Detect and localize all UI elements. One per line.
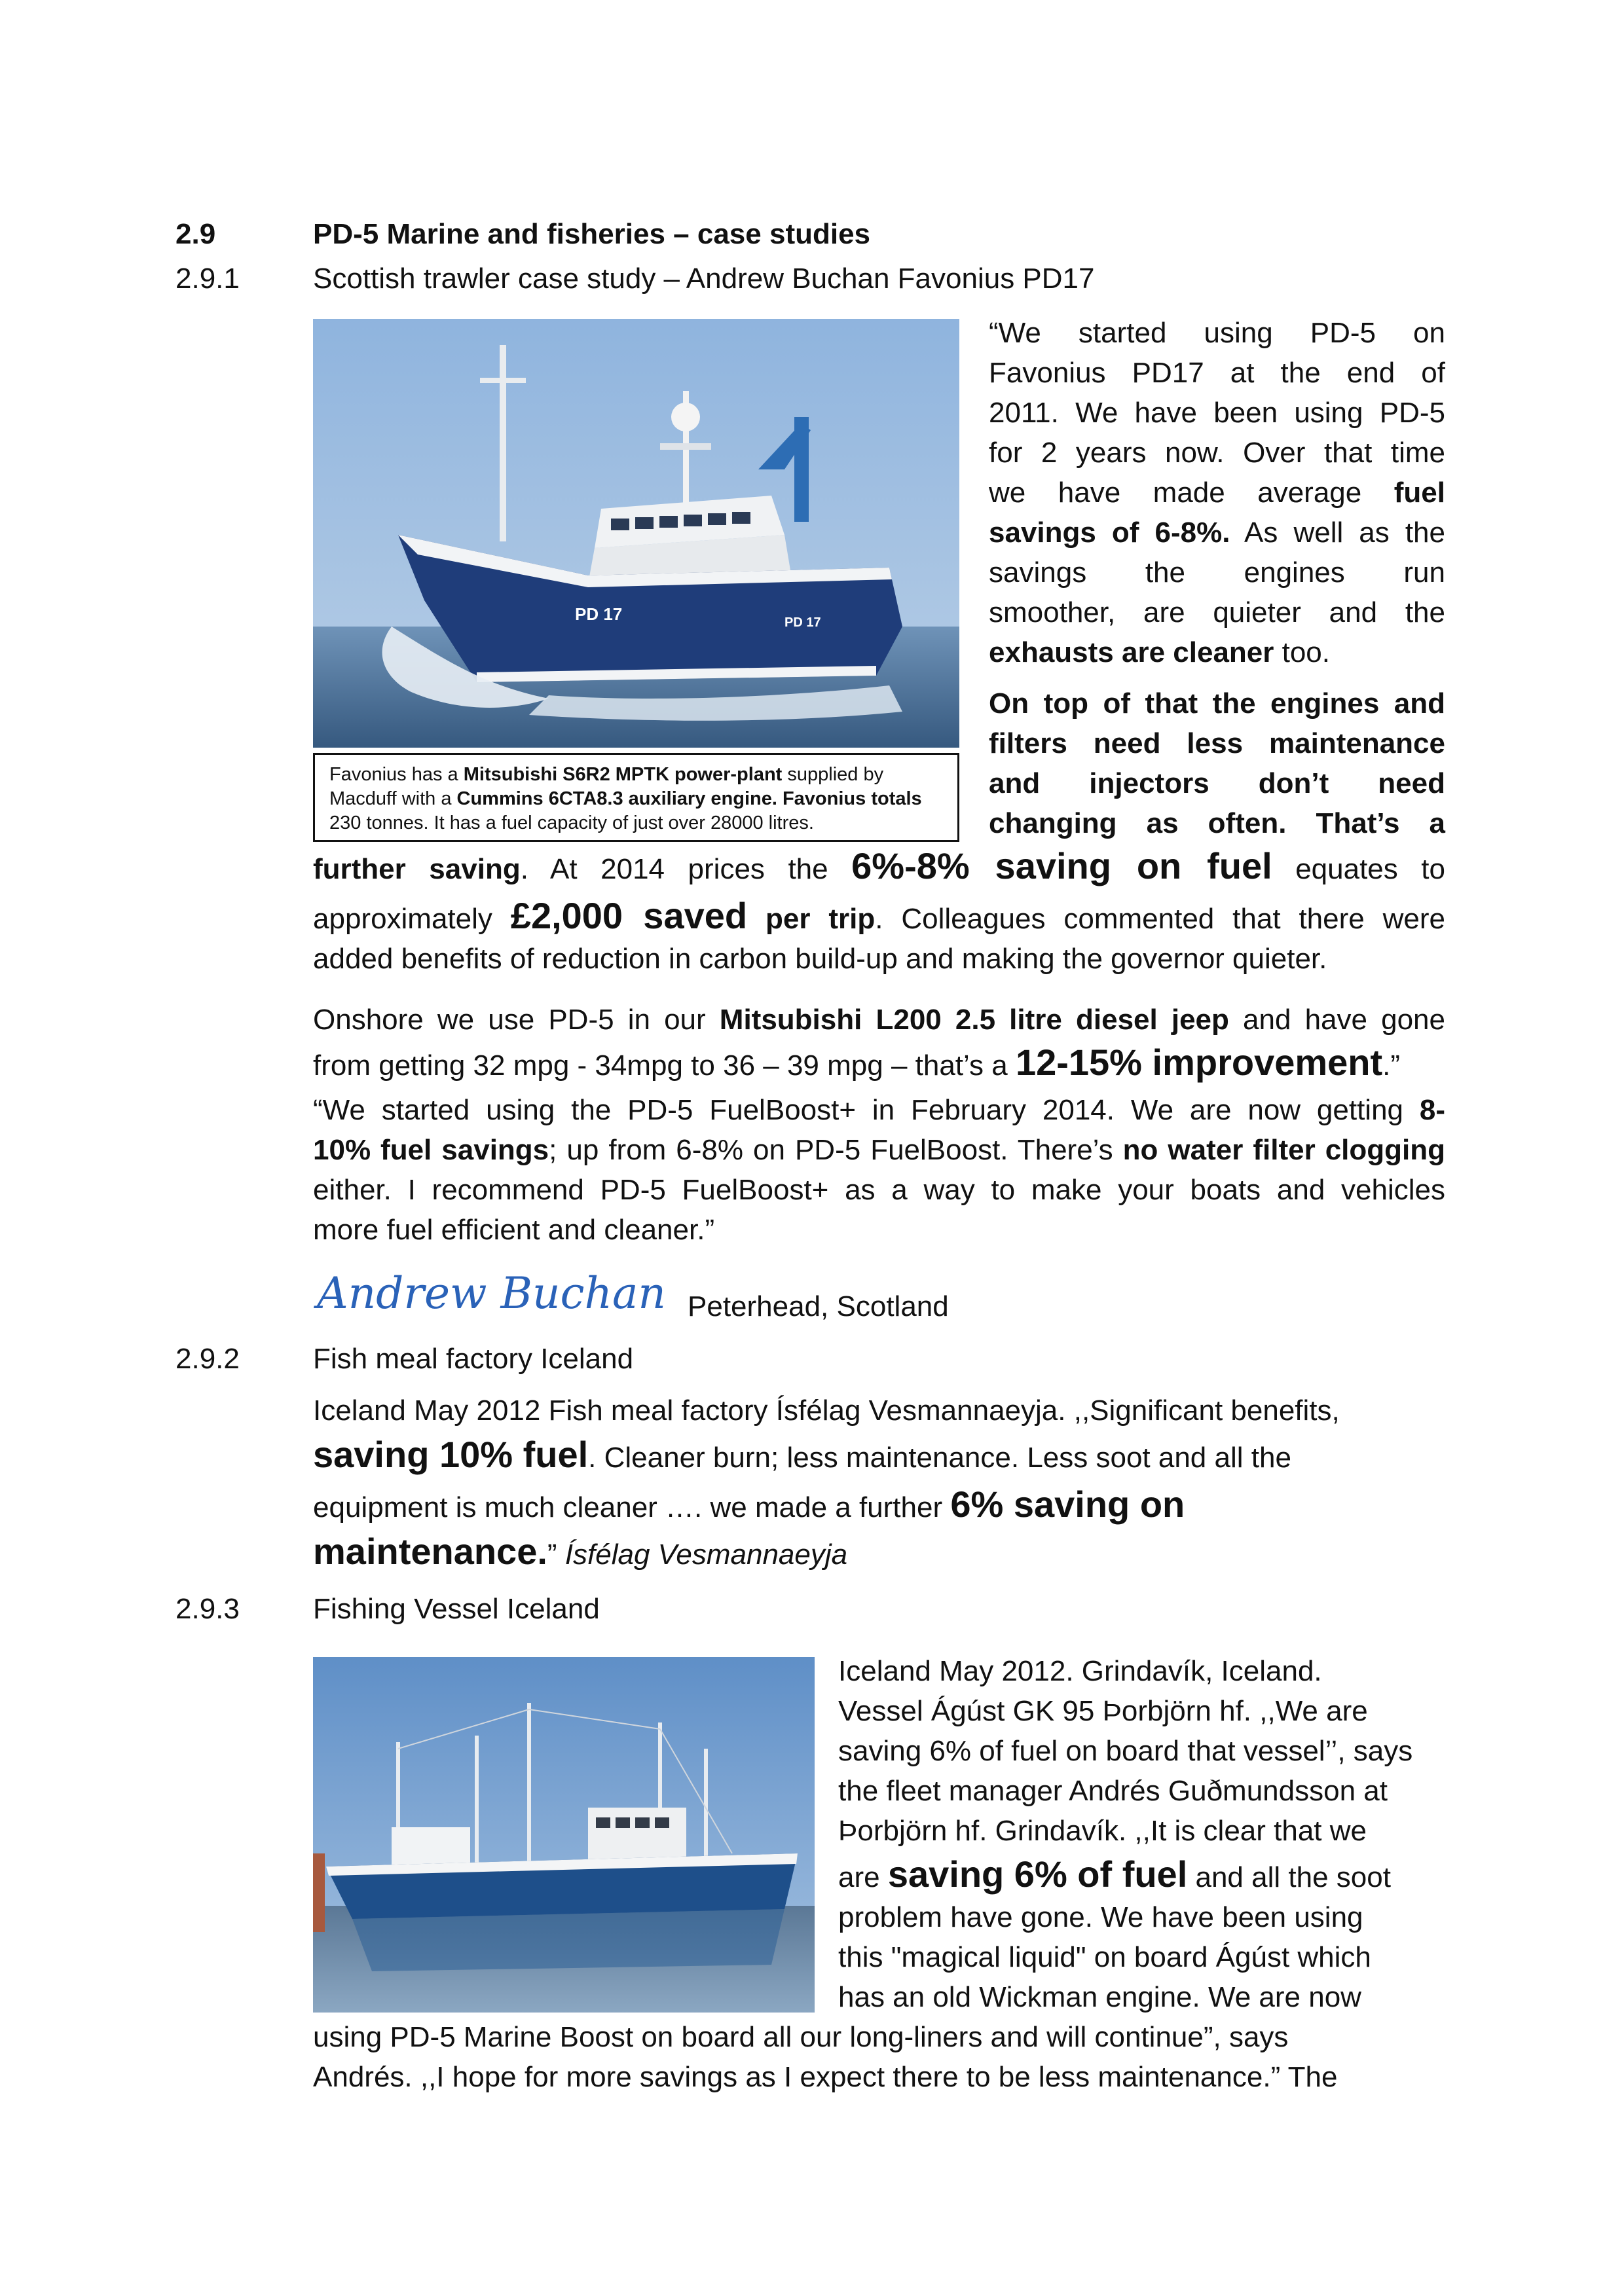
quote-text: “We started using the PD-5 FuelBoost+ in February 2014. We are now getting: [313, 1094, 1420, 1126]
quote-text: Onshore we use PD-5 in our: [313, 1004, 720, 1036]
quote-emphasis: 10% fuel savings: [313, 1134, 549, 1166]
quote-line: more fuel efficient and cleaner.”: [313, 1214, 715, 1246]
vessel-line: this "magical liquid" on board Ágúst which: [838, 1941, 1371, 1973]
improvement-highlight: 12-15% improvement: [1015, 1042, 1383, 1083]
subsection-title: Fishing Vessel Iceland: [313, 1593, 600, 1625]
quote-text: . At 2014 prices the: [520, 853, 852, 885]
vessel-line: the fleet manager Andrés Guðmundsson at: [838, 1775, 1388, 1807]
quote-emphasis: exhausts are cleaner: [989, 636, 1274, 668]
stern-label: PD 17: [784, 615, 821, 630]
vessel-line: problem have gone. We have been using: [838, 1901, 1363, 1933]
vessel-line: Andrés. ,,I hope for more savings as I expect there to be less maintenance.” The: [313, 2061, 1338, 2093]
quote-line: and injectors don’t need: [989, 767, 1445, 799]
quote-emphasis: no water filter clogging: [1122, 1134, 1445, 1166]
quote-line: savings the engines run: [989, 556, 1445, 589]
quote-text: and have gone: [1228, 1004, 1445, 1036]
quote-text: are: [838, 1861, 888, 1893]
quote-line: [313, 846, 1445, 889]
quote-text: .”: [1382, 1049, 1401, 1082]
quote-text: and all the soot: [1187, 1861, 1391, 1893]
vessel-line: Þorbjörn hf. Grindavík. ,,It is clear that we: [838, 1815, 1367, 1847]
signature-location: Peterhead, Scotland: [688, 1290, 949, 1322]
quote-line: [313, 896, 1445, 939]
quote-emphasis: fuel: [1393, 477, 1445, 509]
caption-text-1: Favonius has a: [329, 764, 464, 785]
quote-line: Favonius PD17 at the end of: [989, 357, 1445, 389]
quote-text: too.: [1274, 636, 1331, 668]
quote-line: either. I recommend PD-5 FuelBoost+ as a way to make your boats and vehicles: [313, 1174, 1445, 1206]
quote-text: we have made average: [989, 477, 1394, 509]
quote-text: As well as the: [1230, 517, 1445, 549]
fuelboost-paragraph: [313, 1090, 1445, 1250]
quote-emphasis: 8-: [1419, 1094, 1445, 1126]
quote-line: [313, 1434, 1426, 1478]
signature-name: Andrew Buchan: [317, 1268, 666, 1319]
quote-text: equipment is much cleaner …. we made a further: [313, 1491, 951, 1523]
quote-line: [313, 1042, 1445, 1085]
quote-line: Iceland May 2012 Fish meal factory Ísfélag Vesmannaeyja. ,,Significant benefits,: [313, 1394, 1340, 1427]
quote-continuation: [313, 846, 1445, 979]
quote-emphasis: per trip: [747, 903, 876, 935]
quote-text: . Colleagues commented that there were: [875, 903, 1445, 935]
fishmeal-paragraph: [313, 1391, 1426, 1575]
caption-text-4: Favonius totals: [777, 788, 922, 809]
maintenance-saving-highlight: maintenance.: [313, 1531, 547, 1572]
onshore-paragraph: [313, 1000, 1445, 1085]
quote-line: [313, 1090, 1445, 1130]
caption-text-2: supplied by: [782, 764, 884, 785]
quote-source: Ísfélag Vesmannaeyja: [564, 1539, 848, 1571]
quote-line: smoother, are quieter and the: [989, 596, 1445, 629]
subsection-number: 2.9.2: [175, 1343, 240, 1375]
section-number: 2.9: [175, 218, 216, 250]
quote-line: for 2 years now. Over that time: [989, 437, 1445, 469]
quote-text: equates to: [1272, 853, 1445, 885]
vessel-line: Iceland May 2012. Grindavík, Iceland.: [838, 1655, 1322, 1687]
quote-line: [313, 1000, 1445, 1040]
subsection-title: Scottish trawler case study – Andrew Buchan Favonius PD17: [313, 263, 1095, 295]
vehicle-name: Mitsubishi L200 2.5 litre diesel jeep: [719, 1004, 1229, 1036]
fuel-saving-highlight: 6%-8% saving on fuel: [851, 845, 1272, 886]
quote-text: from getting 32 mpg - 34mpg to 36 – 39 mpg – that’s a: [313, 1049, 1016, 1082]
vessel-line: using PD-5 Marine Boost on board all our long-liners and will continue”, says: [313, 2021, 1289, 2053]
quote-text: ; up from 6-8% on PD-5 FuelBoost. There’s: [549, 1134, 1123, 1166]
subsection-number: 2.9.3: [175, 1593, 240, 1625]
quote-line: [989, 473, 1445, 513]
subsection-title: Fish meal factory Iceland: [313, 1343, 634, 1375]
quote-line: changing as often. That’s a: [989, 807, 1445, 839]
photo-caption: [313, 753, 959, 842]
subsection-number: 2.9.1: [175, 263, 240, 295]
quote-line: [313, 1484, 1426, 1527]
maintenance-saving-highlight: 6% saving on: [950, 1484, 1185, 1525]
savings-highlight: £2,000 saved: [510, 895, 748, 936]
fishing-vessel-photo: [313, 1657, 815, 2013]
fuel-saving-highlight: saving 6% of fuel: [887, 1853, 1188, 1895]
quote-line: [313, 1130, 1445, 1170]
quote-line: [313, 1531, 1426, 1575]
quote-line: added benefits of reduction in carbon build-up and making the governor quieter.: [313, 943, 1327, 975]
hull-label: PD 17: [575, 604, 623, 624]
quote-text: . Cleaner burn; less maintenance. Less soot and all the: [588, 1442, 1291, 1474]
caption-engine: Mitsubishi S6R2 MPTK power-plant: [463, 764, 783, 785]
vessel-line: Vessel Ágúst GK 95 Þorbjörn hf. ,,We are: [838, 1695, 1368, 1727]
quote-emphasis: further saving: [313, 853, 521, 885]
quote-emphasis: savings of 6-8%.: [989, 517, 1230, 549]
vessel-line: [838, 1855, 1391, 1897]
quote-line: On top of that the engines and: [989, 687, 1445, 720]
vessel-line: has an old Wickman engine. We are now: [838, 1981, 1361, 2013]
trawler-photo: [313, 319, 959, 748]
quote-line: “We started using PD-5 on: [989, 317, 1445, 349]
caption-text-3: Macduff with a: [329, 788, 457, 809]
quote-text: approximately: [313, 903, 511, 935]
quote-line: [989, 513, 1445, 553]
quote-text: ”: [547, 1539, 565, 1571]
vessel-line: saving 6% of fuel on board that vessel’’, says: [838, 1735, 1413, 1767]
caption-text-5: 230 tonnes. It has a fuel capacity of just over 28000 litres.: [329, 812, 814, 833]
quote-line: filters need less maintenance: [989, 727, 1445, 759]
section-title: PD-5 Marine and fisheries – case studies: [313, 218, 871, 250]
handwritten-signature: [313, 1257, 680, 1322]
quote-line: [989, 632, 1445, 672]
caption-aux-engine: Cummins 6CTA8.3 auxiliary engine.: [456, 788, 777, 809]
quote-line: 2011. We have been using PD-5: [989, 397, 1445, 429]
fuel-saving-highlight: saving 10% fuel: [313, 1434, 589, 1475]
